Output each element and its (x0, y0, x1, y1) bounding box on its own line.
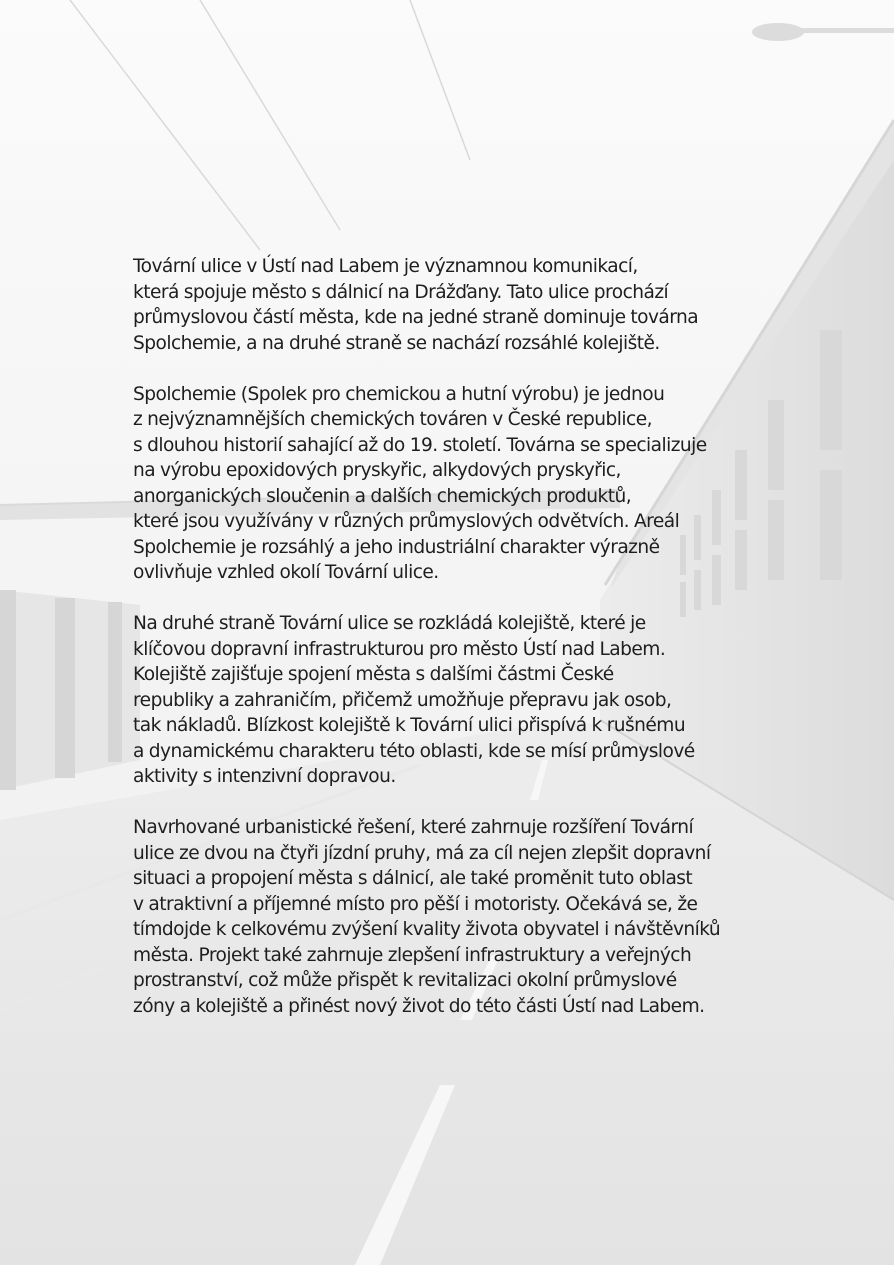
paragraph-intro (133, 254, 813, 356)
text-line: města. Projekt také zahrnuje zlepšení infrastruktury a veřejných (133, 944, 692, 966)
text-line: republiky a zahraničím, přičemž umožňuje přepravu jak osob, (133, 689, 672, 711)
text-line: Kolejiště zajišťuje spojení města s dalšími částmi České (133, 664, 614, 685)
text-line: na výrobu epoxidových pryskyřic, alkydových pryskyřic, (133, 460, 621, 481)
text-line: aktivity s intenzivní dopravou. (133, 766, 396, 787)
text-line: Spolchemie, a na druhé straně se nachází rozsáhlé kolejiště. (133, 332, 660, 354)
body-text (133, 254, 813, 1045)
text-line: která spojuje město s dálnicí na Drážďany. Tato ulice prochází (133, 281, 669, 303)
text-line: situaci a propojení města s dálnicí, ale také proměnit tuto oblast (133, 868, 693, 889)
text-line: Spolchemie (Spolek pro chemickou a hutní výrobu) je jednou (133, 383, 665, 405)
text-line: s dlouhou historií sahající až do 19. století. Továrna se specializuje (133, 434, 707, 456)
text-line: ulice ze dvou na čtyři jízdní pruhy, má za cíl nejen zlepšit dopravní (133, 842, 711, 864)
text-line: Spolchemie je rozsáhlý a jeho industriální charakter výrazně (133, 536, 660, 558)
paragraph-navrh (133, 815, 813, 1019)
paragraph-kolejiste (133, 611, 813, 790)
text-line: tak nákladů. Blízkost kolejiště k Tovární ulici přispívá k rušnému (133, 715, 686, 736)
text-line: z nejvýznamnějších chemických továren v České republice, (133, 409, 652, 430)
text-line: zóny a kolejiště a přinést nový život do této části Ústí nad Labem. (133, 995, 705, 1017)
text-line: ovlivňuje vzhled okolí Tovární ulice. (133, 562, 439, 583)
text-line: Tovární ulice v Ústí nad Labem je významnou komunikací, (133, 256, 638, 277)
text-line: Na druhé straně Tovární ulice se rozkládá kolejiště, které je (133, 613, 646, 634)
text-line: tímdojde k celkovému zvýšení kvality života obyvatel i návštěvníků (133, 919, 721, 940)
text-line: Navrhované urbanistické řešení, které zahrnuje rozšíření Tovární (133, 817, 694, 838)
text-line: průmyslovou částí města, kde na jedné straně dominuje továrna (133, 307, 699, 328)
text-line: anorganických sloučenin a dalších chemických produktů, (133, 485, 632, 507)
text-line: které jsou využívány v různých průmyslových odvětvích. Areál (133, 511, 680, 532)
text-line: a dynamickému charakteru této oblasti, kde se mísí průmyslové (133, 740, 695, 762)
text-line: v atraktivní a příjemné místo pro pěší i motoristy. Očekává se, že (133, 893, 698, 915)
text-line: klíčovou dopravní infrastrukturou pro město Ústí nad Labem. (133, 638, 666, 660)
text-line: prostranství, což může přispět k revitalizaci okolní průmyslové (133, 970, 677, 991)
paragraph-spolchemie (133, 382, 813, 586)
